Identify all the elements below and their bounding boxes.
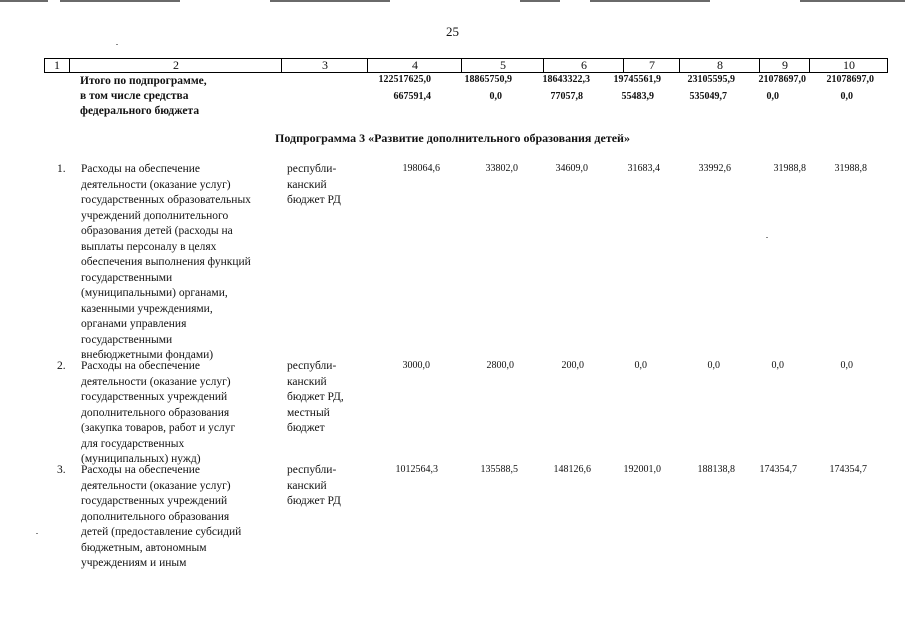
item-description-line: (муниципальных) нужд) [81,453,201,465]
column-number-header [44,58,888,73]
column-number: 3 [281,59,368,72]
item-description-line: обеспечения выполнения функций [81,256,251,268]
scan-edge-line [590,0,710,2]
scan-speck [116,44,118,45]
scan-edge-line [270,0,390,2]
scan-edge-line [520,0,560,2]
total-label-line: федерального бюджета [80,105,200,117]
item-value-col7: 192001,0 [623,464,661,475]
total-value-col9: 21078697,0 [758,74,806,85]
total-value-col6: 18643322,3 [542,74,590,85]
item-description-line: государственными [81,271,173,284]
item-source-line: республи- [287,163,337,175]
item-description-line: учреждений дополнительного [81,209,229,222]
item-value-col7: 31683,4 [627,163,660,174]
item-description-line: образования детей (расходы на [81,225,233,237]
item-source-line: республи- [287,360,337,372]
column-number: 9 [759,59,810,72]
item-value-col5: 2800,0 [486,360,514,371]
item-source-line: канский [287,375,327,388]
item-source-line: канский [287,479,327,492]
item-value-col9: 31988,8 [773,163,806,174]
item-value-col5: 135588,5 [480,464,518,475]
item-source-line: бюджет РД [287,194,341,206]
federal-value-col10: 0,0 [840,91,853,102]
item-value-col9: 174354,7 [759,464,797,475]
total-value-col5: 18865750,9 [464,74,512,85]
item-description-line: Расходы на обеспечение [81,163,200,175]
scan-speck [766,237,768,238]
item-funding-source [287,359,367,437]
item-value-col6: 148126,6 [553,464,591,475]
item-description-line: государственных учреждений [81,495,228,507]
item-value-col5: 33802,0 [485,163,518,174]
item-description-line: дополнительного образования [81,406,230,419]
total-label [80,74,280,119]
item-description [81,359,281,468]
column-number: 2 [69,59,282,72]
item-source-line: бюджет РД, [287,391,344,403]
item-source-line: бюджет [287,422,325,434]
scan-edge-line [800,0,905,2]
item-value-col8: 33992,6 [698,163,731,174]
item-value-col10: 31988,8 [834,163,867,174]
column-number: 6 [543,59,624,72]
item-description [81,463,281,572]
item-description-line: деятельности (оказание услуг) [81,178,231,191]
column-number: 4 [367,59,462,72]
item-description-line: дополнительного образования [81,510,230,523]
column-number: 1 [54,58,60,72]
federal-value-col6: 77057,8 [550,91,583,102]
item-description-line: для государственных [81,437,185,450]
item-value-col4: 198064,6 [402,163,440,174]
item-description-line: Расходы на обеспечение [81,360,200,372]
item-value-col8: 188138,8 [697,464,735,475]
scan-edge-line [60,0,180,2]
item-number: 2. [57,360,66,372]
subprogram-title: Подпрограмма 3 «Развитие дополнительного образования детей» [275,131,630,145]
column-number: 5 [461,59,544,72]
item-description-line: казенными учреждениями, [81,302,213,315]
item-source-line: республи- [287,464,337,476]
item-description-line: Расходы на обеспечение [81,464,200,476]
item-value-col10: 174354,7 [829,464,867,475]
item-description-line: учреждениям и иным [81,557,187,569]
item-description-line: государственных учреждений [81,391,228,403]
item-description-line: деятельности (оказание услуг) [81,375,231,388]
item-description-line: выплаты персоналу в целях [81,240,217,253]
item-description-line: (закупка товаров, работ и услуг [81,422,236,434]
scan-edge-line [0,0,48,2]
federal-value-col8: 535049,7 [689,91,727,102]
page-number: 25 [446,24,459,39]
total-value-col4: 122517625,0 [378,74,431,85]
item-description-line: (муниципальными) органами, [81,287,228,299]
item-source-line: бюджет РД [287,495,341,507]
item-source-line: канский [287,178,327,191]
item-value-col6: 200,0 [561,360,584,371]
item-description-line: государственными [81,333,173,346]
scan-speck [36,533,38,534]
total-label-line: в том числе средства [80,90,189,102]
federal-value-col9: 0,0 [766,91,779,102]
item-number: 3. [57,464,66,476]
item-number: 1. [57,163,66,175]
item-description-line: бюджетным, автономным [81,541,207,554]
item-value-col8: 0,0 [707,360,720,371]
item-value-col6: 34609,0 [555,163,588,174]
column-number: 7 [623,59,680,72]
item-source-line: местный [287,406,330,419]
item-value-col4: 1012564,3 [395,464,438,475]
item-value-col4: 3000,0 [402,360,430,371]
item-value-col10: 0,0 [840,360,853,371]
item-description-line: государственных образовательных [81,194,251,206]
item-value-col9: 0,0 [771,360,784,371]
item-description-line: органами управления [81,318,187,330]
item-description [81,162,281,364]
total-value-col8: 23105595,9 [687,74,735,85]
item-description-line: деятельности (оказание услуг) [81,479,231,492]
column-number: 10 [809,59,888,72]
federal-value-col4: 667591,4 [393,91,431,102]
item-funding-source [287,463,367,510]
column-number: 8 [679,59,760,72]
total-value-col7: 19745561,9 [613,74,661,85]
total-label-line: Итого по подпрограмме, [80,75,207,87]
item-description-line: внебюджетными фондами) [81,349,214,361]
total-value-col10: 21078697,0 [826,74,874,85]
item-description-line: детей (предоставление субсидий [81,526,242,538]
federal-value-col5: 0,0 [489,91,502,102]
federal-value-col7: 55483,9 [621,91,654,102]
item-value-col7: 0,0 [634,360,647,371]
item-funding-source [287,162,367,209]
